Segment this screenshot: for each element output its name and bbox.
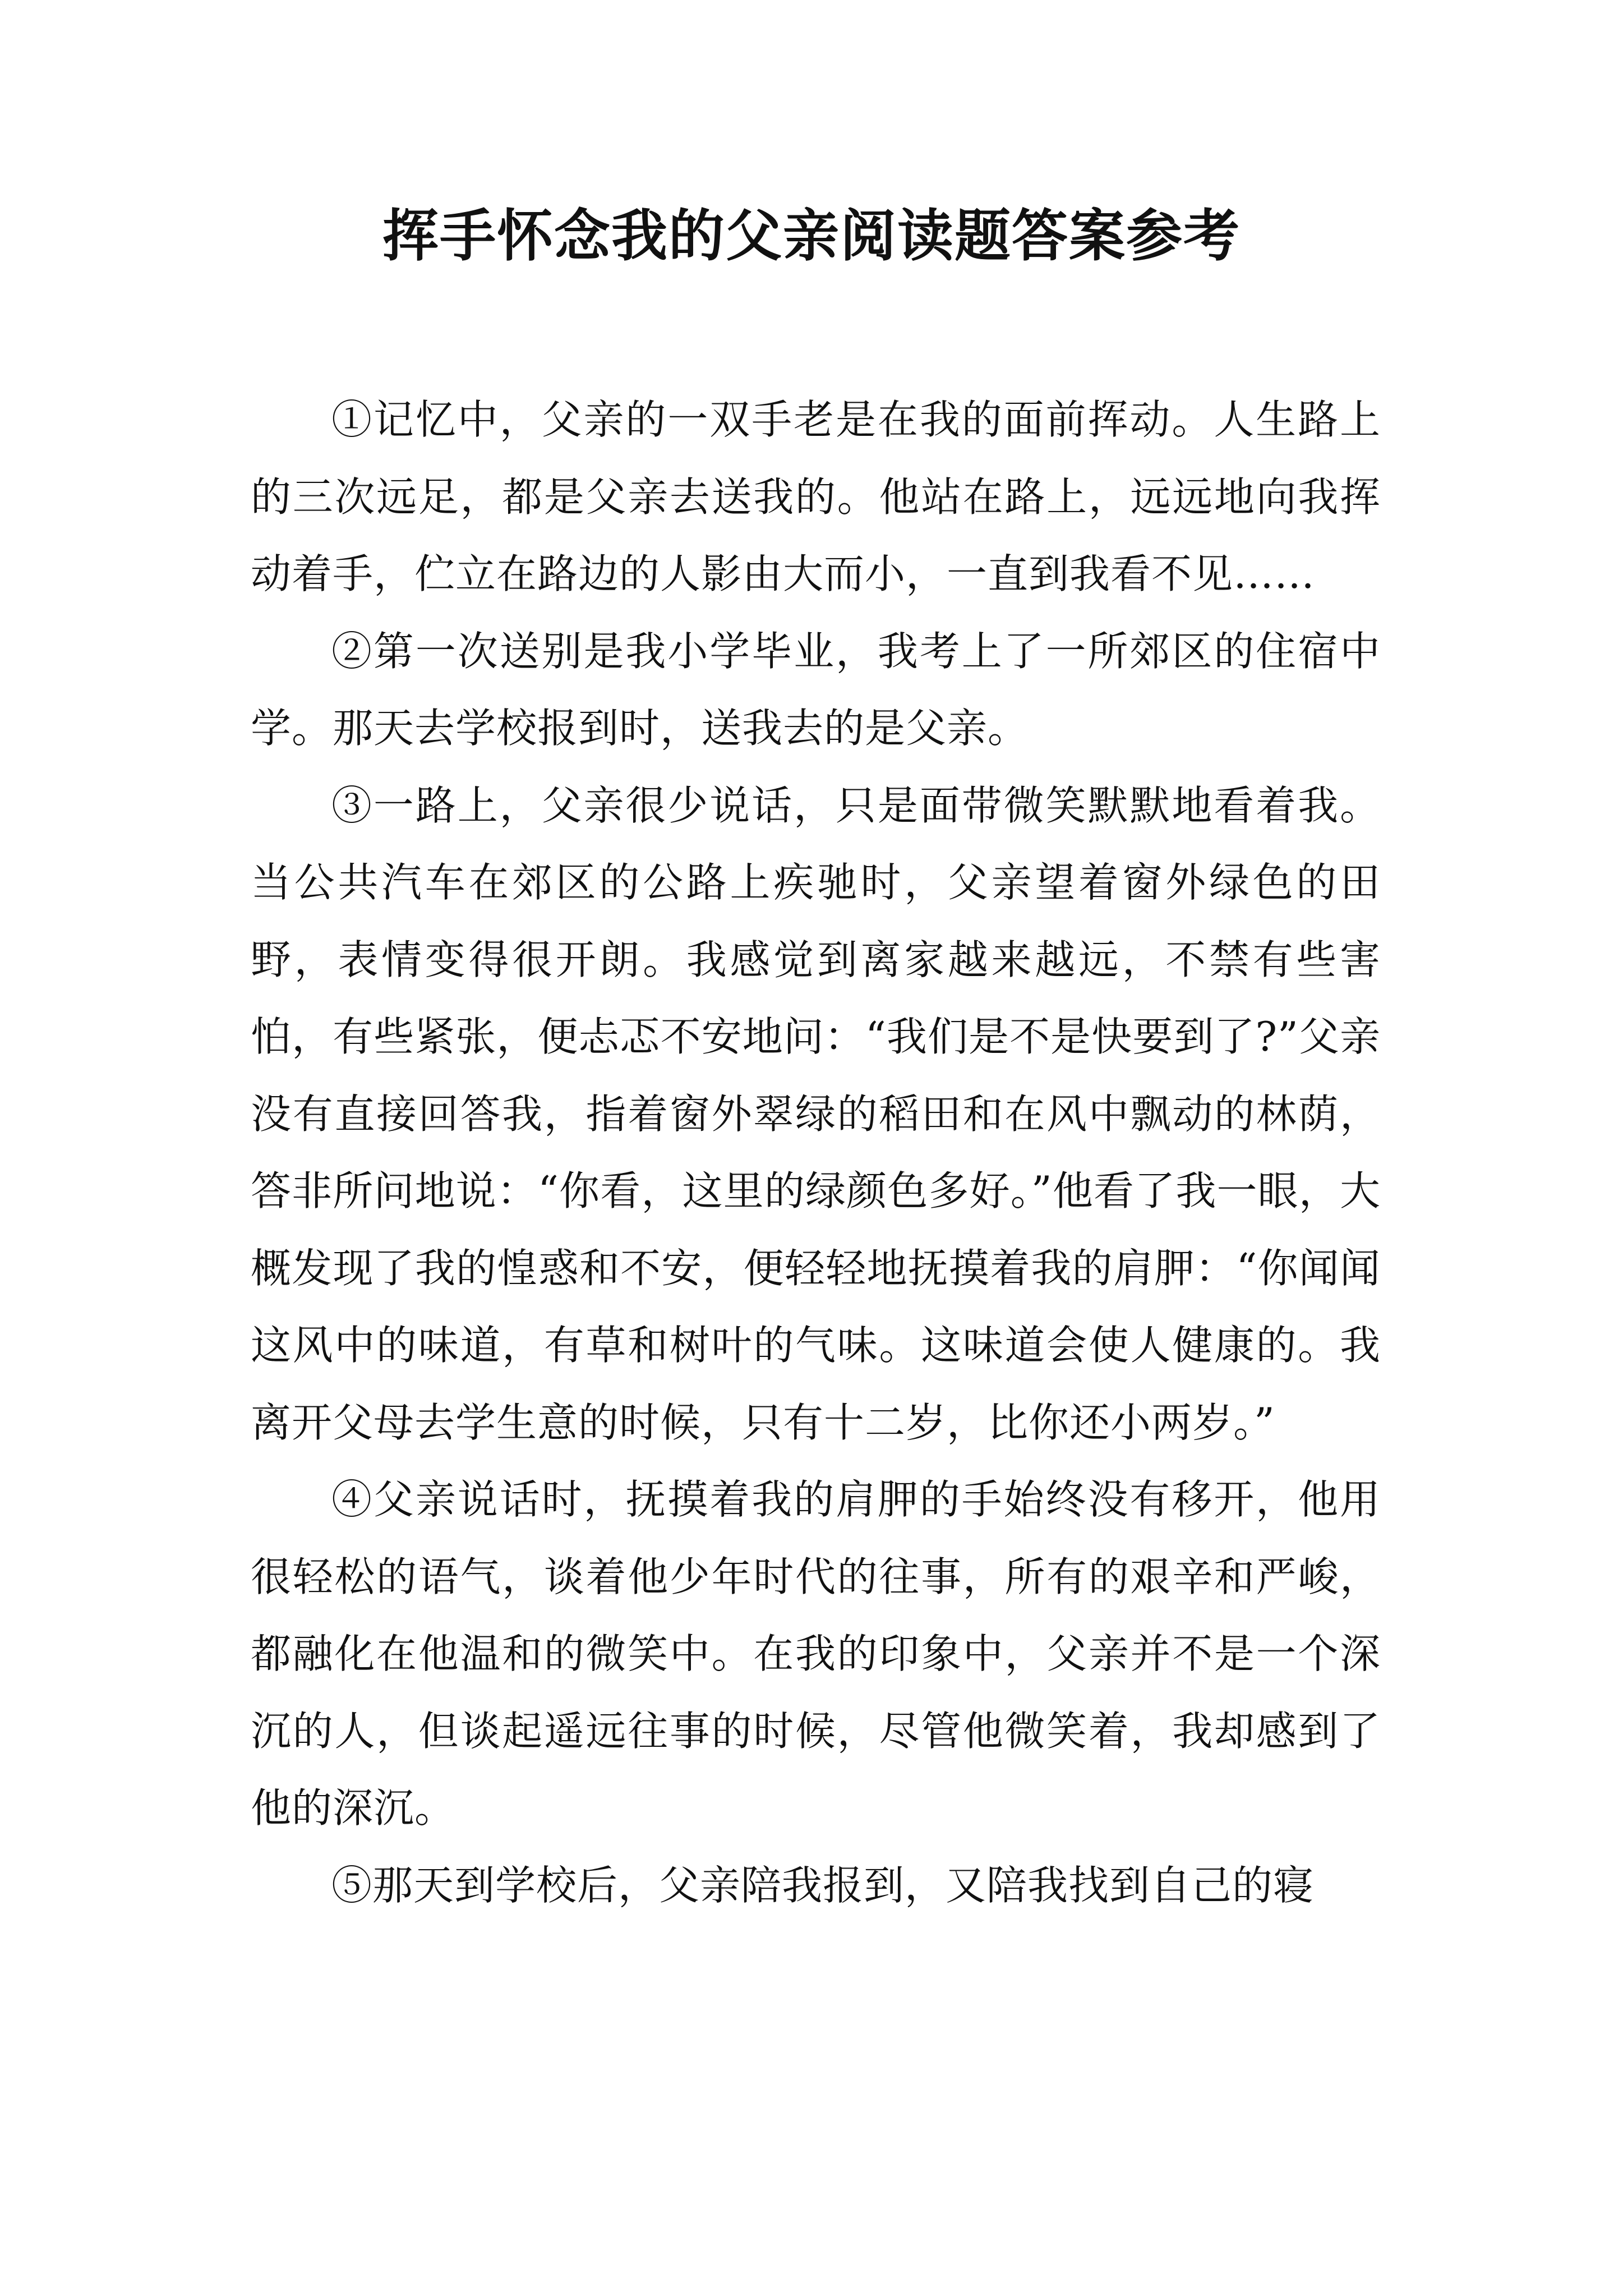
paragraph-1: ①记忆中，父亲的一双手老是在我的面前挥动。人生路上的三次远足，都是父亲去送我的。他站在路上，远远地向我挥动着手，伫立在路边的人影由大而小，一直到我看不见……	[251, 396, 1381, 597]
document-title: 挥手怀念我的父亲阅读题答案参考	[382, 203, 1241, 269]
paragraph-4: ④父亲说话时，抚摸着我的肩胛的手始终没有移开，他用很轻松的语气，谈着他少年时代的往事，所有的艰辛和严峻，都融化在他温和的微笑中。在我的印象中，父亲并不是一个深沉的人，但谈起遥远往事的时候，尽管他微笑着，我却感到了他的深沉。	[251, 1476, 1381, 1832]
paragraph-2: ②第一次送别是我小学毕业，我考上了一所郊区的住宿中学。那天去学校报到时，送我去的是父亲。	[251, 627, 1381, 752]
paragraph-3: ③一路上，父亲很少说话，只是面带微笑默默地看着我。当公共汽车在郊区的公路上疾驰时，父亲望着窗外绿色的田野，表情变得很开朗。我感觉到离家越来越远，不禁有些害怕，有些紧张，便忐忑不安地问：“我们是不是快要到了?”父亲没有直接回答我，指着窗外翠绿的稻田和在风中飘动的林荫，答非所问地说：“你看，这里的绿颜色多好。”他看了我一眼，大概发现了我的惶惑和不安，便轻轻地抚摸着我的肩胛：“你闻闻这风中的味道，有草和树叶的气味。这味道会使人健康的。我离开父母去学生意的时候，只有十二岁，比你还小两岁。”	[251, 781, 1381, 1446]
document-body	[251, 381, 1381, 1924]
paragraph-5: ⑤那天到学校后，父亲陪我报到，又陪我找到自己的寝	[331, 1861, 1315, 1909]
